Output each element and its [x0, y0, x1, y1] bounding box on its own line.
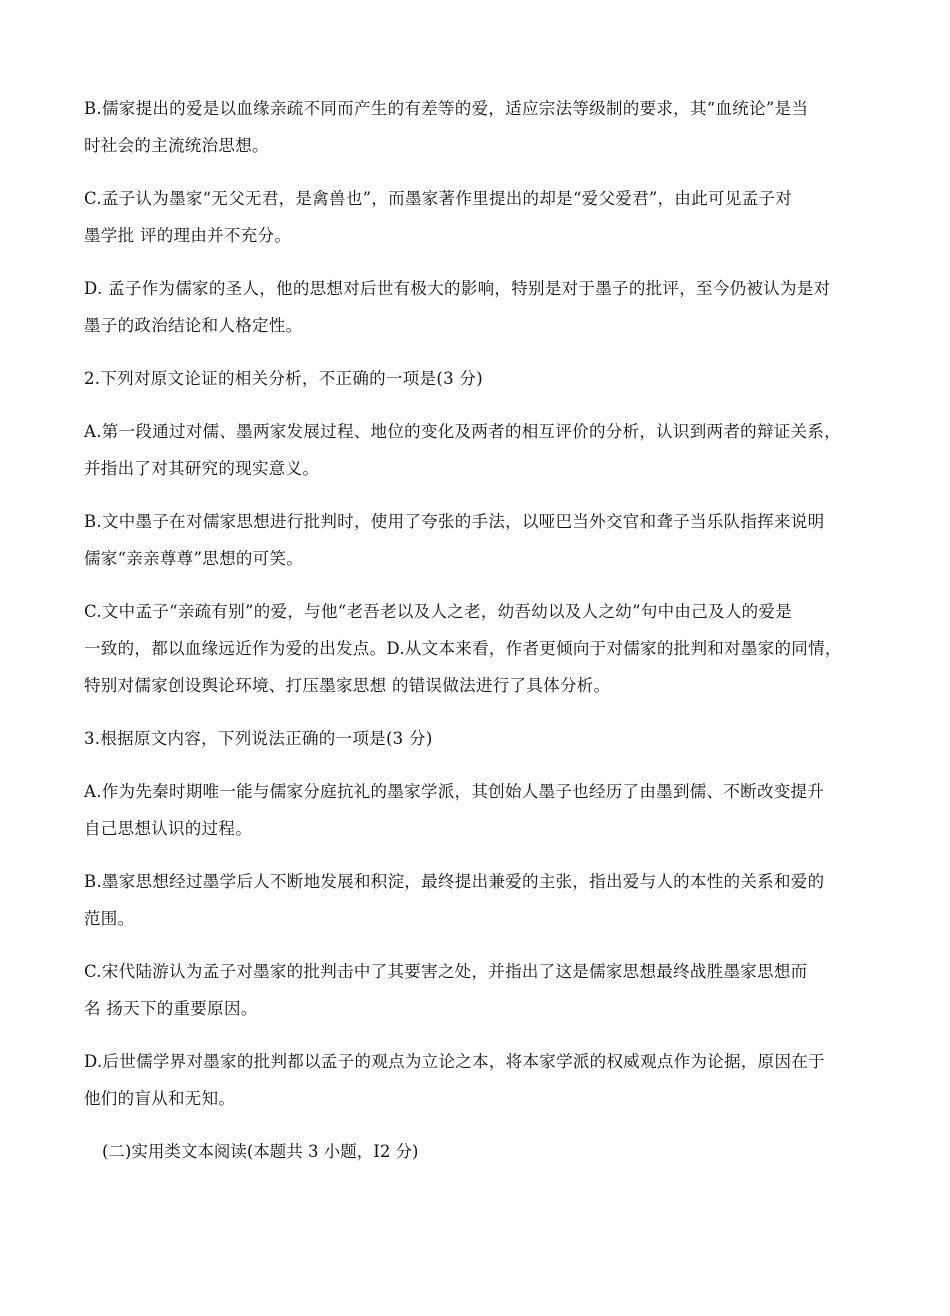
text-line: 名 扬天下的重要原因。: [84, 999, 258, 1018]
q2-option-a-paragraph: [84, 413, 868, 487]
text-line: 自己思想认识的过程。: [84, 819, 252, 838]
option-c-paragraph: [84, 180, 868, 254]
text-line: B.文中墨子在对儒家思想进行批判时，使用了夸张的手法，以哑巴当外交官和聋子当乐队指挥来说明: [84, 512, 825, 531]
text-line: 范围。: [84, 909, 135, 928]
q3-option-b-paragraph: [84, 863, 868, 937]
question-3-stem: [84, 720, 868, 757]
q2-option-b-paragraph: [84, 503, 868, 577]
option-b-paragraph: [84, 90, 868, 164]
document-page: [84, 90, 868, 1170]
q3-option-c-paragraph: [84, 953, 868, 1027]
text-line: D.后世儒学界对墨家的批判都以孟子的观点为立论之本，将本家学派的权威观点作为论据，原因在于: [84, 1052, 825, 1071]
text-line: C.孟子认为墨家“无父无君，是禽兽也”，而墨家著作里提出的却是“爱父爱君”，由此可见孟子对: [84, 189, 793, 208]
q2-option-c-d-paragraph: [84, 593, 868, 704]
text-line: C.文中孟子“亲疏有别”的爱，与他“老吾老以及人之老，幼吾幼以及人之幼”句中由己及人的爱是: [84, 602, 793, 621]
text-line: 墨学批 评的理由并不充分。: [84, 226, 292, 245]
text-line: A.第一段通过对儒、墨两家发展过程、地位的变化及两者的相互评价的分析，认识到两者的辩证关系，: [84, 422, 841, 441]
text-line: 一致的，都以血缘远近作为爱的出发点。D.从文本来看，作者更倾向于对儒家的批判和对墨家的同情，: [84, 639, 842, 658]
option-d-paragraph: [84, 270, 868, 344]
text-line: 时社会的主流统治思想。: [84, 136, 269, 155]
text-line: 墨子的政治结论和人格定性。: [84, 316, 303, 335]
text-line: 2.下列对原文论证的相关分析，不正确的一项是(3 分): [84, 369, 483, 388]
text-line: C.宋代陆游认为孟子对墨家的批判击中了其要害之处，并指出了这是儒家思想最终战胜墨家思想而: [84, 962, 808, 981]
text-line: 特别对儒家创设舆论环境、打压墨家思想 的错误做法进行了具体分析。: [84, 676, 611, 695]
text-line: 儒家“亲亲尊尊”思想的可笑。: [84, 549, 304, 568]
text-line: B.墨家思想经过墨学后人不断地发展和积淀，最终提出兼爱的主张，指出爱与人的本性的关系和爱的: [84, 872, 825, 891]
text-line: D. 孟子作为儒家的圣人，他的思想对后世有极大的影响，特别是对于墨子的批评，至今仍被认为是对: [84, 279, 831, 298]
text-line: 他们的盲从和无知。: [84, 1089, 236, 1108]
section-heading: (二)实用类文本阅读(本题共 3 小题，I2 分): [102, 1142, 419, 1161]
text-line: 3.根据原文内容，下列说法正确的一项是(3 分): [84, 729, 433, 748]
q3-option-d-paragraph: [84, 1043, 868, 1117]
q3-option-a-paragraph: [84, 773, 868, 847]
text-line: 并指出了对其研究的现实意义。: [84, 459, 320, 478]
text-line: A.作为先秦时期唯一能与儒家分庭抗礼的墨家学派，其创始人墨子也经历了由墨到儒、不断改变提升: [84, 782, 825, 801]
question-2-stem: [84, 360, 868, 397]
text-line: B.儒家提出的爱是以血缘亲疏不同而产生的有差等的爱，适应宗法等级制的要求，其“血统论”是当: [84, 99, 809, 118]
